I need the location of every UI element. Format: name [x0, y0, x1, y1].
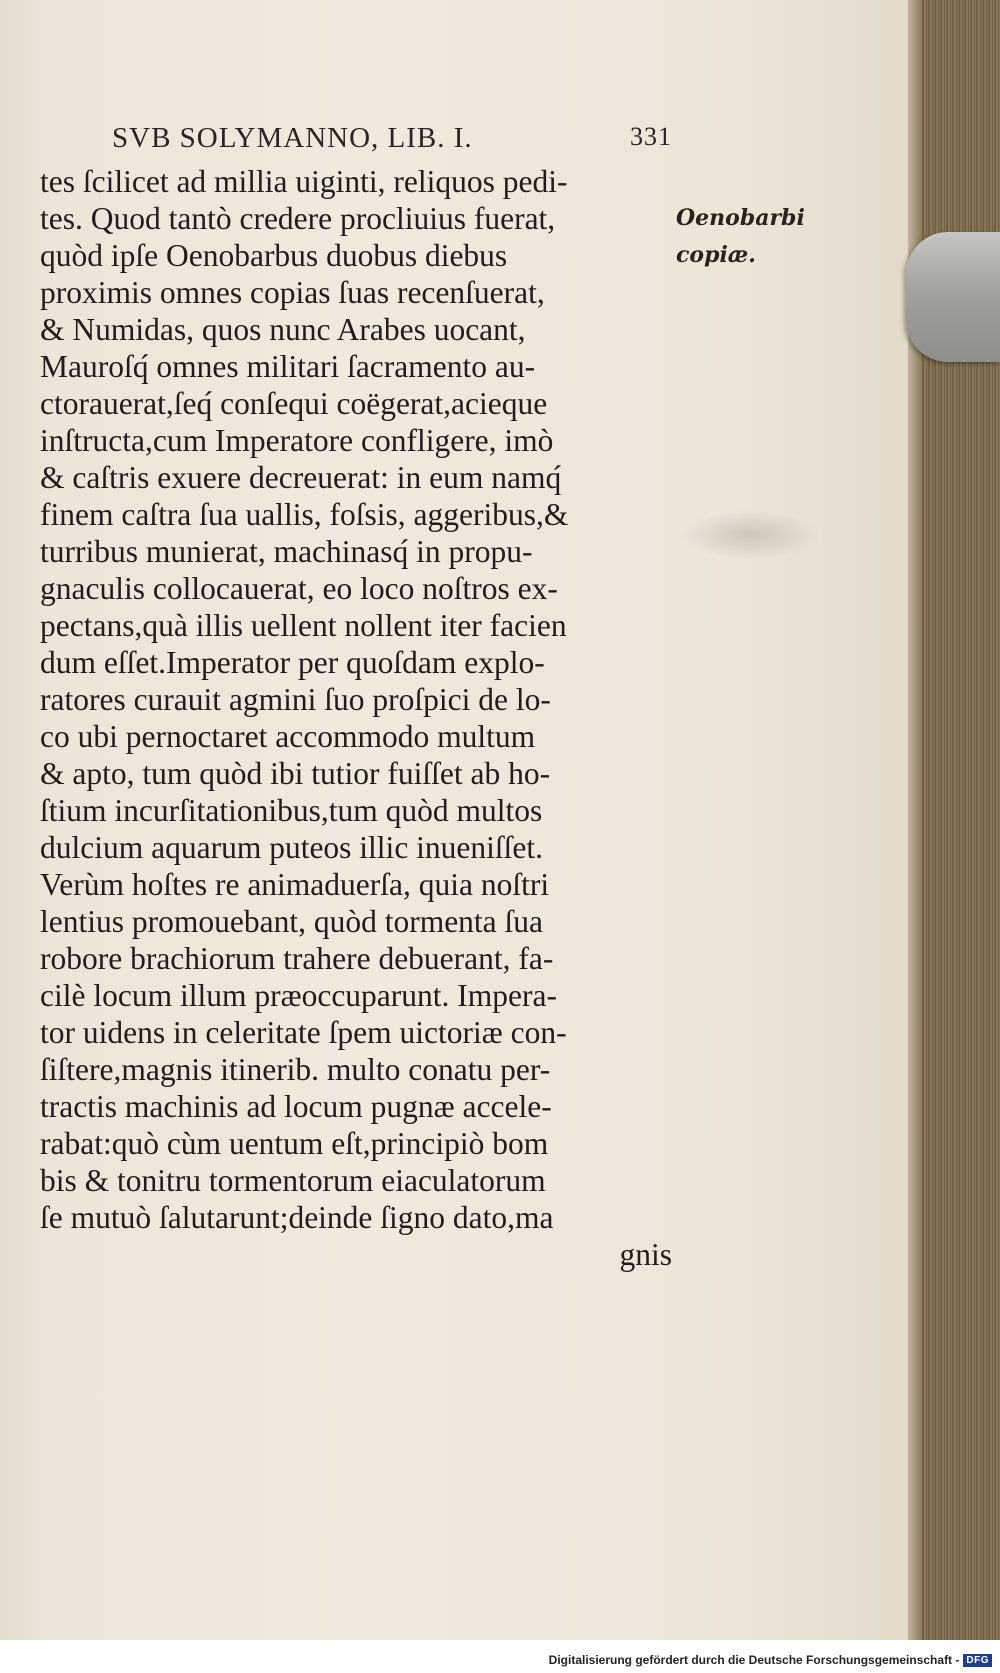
text-line: rabat:quò cùm uentum eſt,principiò bom [40, 1126, 549, 1161]
catchword: gnis [619, 1237, 672, 1272]
page-number: 331 [630, 122, 672, 151]
text-line: ctorauerat,ſeq́ conſequi coëgerat,acieque [40, 386, 548, 421]
text-line: lentius promouebant, quòd tormenta ſua [40, 904, 544, 939]
body-text [40, 163, 680, 1273]
text-line: dum eſſet.Imperator per quoſdam explo- [40, 645, 545, 680]
text-line: Mauroſq́ omnes militari ſacramento au- [40, 349, 536, 384]
text-line: tes ſcilicet ad millia uiginti, reliquos pedi- [40, 164, 568, 199]
running-header [112, 122, 672, 162]
header-title: SVB SOLYMANNO, LIB. I. [112, 122, 473, 154]
text-line: & caſtris exuere decreuerat: in eum namq́ [40, 460, 562, 495]
bleed-through-smudge [680, 510, 820, 560]
text-line: tractis machinis ad locum pugnæ accele- [40, 1089, 552, 1124]
text-line: Verùm hoſtes re animaduerſa, quia noſtri [40, 867, 550, 902]
text-line: ſe mutuò ſalutarunt;deinde ſigno dato,ma [40, 1200, 554, 1235]
text-line: inſtructa,cum Imperatore confligere, imò [40, 423, 554, 458]
text-line: ſiſtere,magnis itinerib. multo conatu per- [40, 1052, 551, 1087]
text-line: & apto, tum quòd ibi tutior fuiſſet ab ho- [40, 756, 551, 791]
marginal-note-line-1: Oenobarbi [676, 205, 805, 231]
marginal-note-line-2: copiæ. [676, 242, 756, 268]
text-line: finem caſtra ſua uallis, foſsis, aggeribus,& [40, 497, 569, 532]
text-line: cilè locum illum præoccuparunt. Impera- [40, 978, 557, 1013]
text-line: pectans,quà illis uellent nollent iter facien [40, 608, 567, 643]
text-line: ſtium incurſitationibus,tum quòd multos [40, 793, 543, 828]
text-line: proximis omnes copias ſuas recenſuerat, [40, 275, 545, 310]
page-clip [906, 232, 1000, 362]
text-line: tes. Quod tantò credere procliuius fuerat, [40, 201, 556, 236]
credit-text: Digitalisierung gefördert durch die Deutsche Forschungsgemeinschaft - [548, 1653, 960, 1667]
text-line: tor uidens in celeritate ſpem uictoriæ con- [40, 1015, 567, 1050]
text-line: & Numidas, quos nunc Arabes uocant, [40, 312, 526, 347]
text-line: robore brachiorum trahere debuerant, fa- [40, 941, 554, 976]
dfg-logo: DFG [963, 1654, 992, 1667]
digitization-credit [549, 1650, 992, 1670]
text-line: ratores curauit agmini ſuo proſpici de lo- [40, 682, 551, 717]
text-line: bis & tonitru tormentorum eiaculatorum [40, 1163, 546, 1198]
text-line: quòd ipſe Oenobarbus duobus diebus [40, 238, 508, 273]
text-line: co ubi pernoctaret accommodo multum [40, 719, 536, 754]
text-line: turribus munierat, machinasq́ in propu- [40, 534, 533, 569]
text-line: gnaculis collocauerat, eo loco noſtros ex- [40, 571, 558, 606]
text-line: dulcium aquarum puteos illic inueniſſet. [40, 830, 544, 865]
